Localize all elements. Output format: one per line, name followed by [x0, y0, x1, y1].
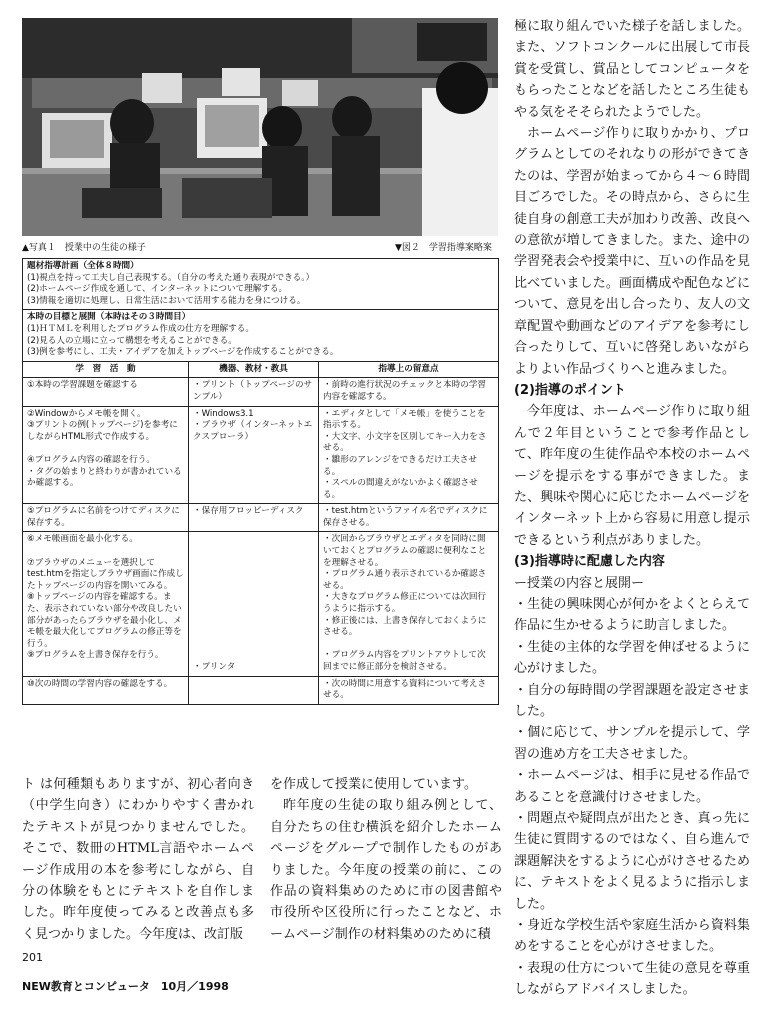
notes-cell: ・次の時間に用意する資料について考えさせる。	[319, 676, 499, 704]
plan-item: (1)視点を持って工夫し自己表現する。（自分の考えた通り表現ができる。）	[27, 272, 315, 283]
section-heading: (2)指導のポイント	[514, 382, 626, 398]
plan-section-overall	[23, 259, 499, 310]
plan-section-title: 題材指導計画（全体８時間）	[27, 261, 139, 271]
magazine-footer: NEW教育とコンピュータ 10月／1998	[22, 980, 229, 993]
notes-cell: ・test.htmというファイル名でディスクに保存させる。	[319, 504, 499, 532]
activity-cell: ⑤プログラムに名前をつけてディスクに保存する。	[23, 504, 189, 532]
list-item: ・問題点や疑問点が出たとき、真っ先に生徒に質問するのではなく、自ら進んで課題解決をするように心がけさせるために、テキストをよく見るように指示しました。	[514, 811, 750, 912]
paragraph: 今年度は、ホームページ作りに取り組んで２年目ということで参考作品として、昨年度の生徒作品や本校のホームページを提示をする事ができました。また、興味や関心に応じたホームページをインターネット上から容易に用意し提示できるという利点がありました。	[514, 404, 750, 548]
notes-cell: ・エディタとして「メモ帳」を使うことを指示する。 ・大文字、小文字を区別してキー入力をさせる。 ・雛形のアレンジをできるだけ工夫させる。 ・スペルの間違えがないかよく確認させる。	[319, 406, 499, 504]
column-header: 学 習 活 動	[23, 361, 189, 378]
plan-item: (1)ＨＴＭＬを利用したプログラム作成の仕方を理解する。	[27, 323, 254, 334]
table-row	[23, 406, 499, 504]
plan-section-title: 本時の目標と展開（本時はその３時間目）	[27, 312, 191, 323]
notes-cell: ・次回からブラウザとエディタを同時に開いておくとプログラムの確認に便利なことを理解させる。 ・プログラム通り表示されているか確認させる。 ・大きなプログラム修正については次回行うように指示する。 ・修正後には、上書き保存しておくようにさせる。 ・プログラム内容をプリントアウトして次回までに修正部分を検討させる。	[319, 532, 499, 676]
list-item: ・ホームページは、相手に見せる作品であることを意識付けさせました。	[514, 768, 750, 805]
column-header: 指導上の留意点	[319, 361, 499, 378]
lesson-plan-table	[22, 258, 498, 705]
activity-cell: ②Windowからメモ帳を開く。 ③プリントの例(トップページ)を参考にしながらHTML形式で作成する。 ④プログラム内容の確認を行う。 ・タグの始まりと終わりが書かれているか確認する。	[23, 406, 189, 504]
table-row	[23, 676, 499, 704]
list-item: ・生徒の興味関心が何かをよくとらえて作品に生かせるように助言しました。	[514, 596, 750, 634]
list-item: ・個に応じて、サンプルを提示して、学習の進め方を工夫させました。	[514, 725, 750, 762]
activity-cell: ⑥メモ帳画面を最小化する。 ⑦ブラウザのメニューを選択してtest.htmを指定しブラウザ画面に作成したトップページの内容を開いてみる。 ⑧トップページの内容を確認する。また、表示されていない部分や改良したい部分があったらブラウザを最小化し、メモ帳を最大化してプログラムの修正等を行う。 ⑨プログラムを上書き保存を行う。	[23, 532, 189, 676]
bottom-left-text	[22, 774, 254, 945]
plan-item: (2)見る人の立場に立って構想を考えることができる。	[27, 335, 237, 346]
paragraph: ト は何種類もありますが、初心者向き（中学生向き）にわかりやすく書かれたテキストが見つかりませんでした。そこで、数冊のHTML言語やホームページ作成用の本を参考にしながら、自分の体験をもとにテキストを自作しました。昨年度使ってみると改善点も多く見つかりました。今年度は、改訂版	[22, 777, 254, 942]
paragraph: ホームページ作りに取りかかり、プログラムとしてのそれなりの形ができてきたのは、学習が始まってから４〜６時間目ごろでした。その時点から、さらに生徒自身の創意工夫が加わり改善、改良への意欲が増してきました。また、途中の学習発表会や授業中に、互いの作品を見比べていました。画面構成や配色などについて、意見を出し合ったり、友人の文章配置や動画などのアイデアを参考にし合ったりして、互いに啓発しあいながらよりよい作品づくりへと進みました。	[514, 126, 750, 377]
notes-cell: ・前時の進行状況のチェックと本時の学習内容を確認する。	[319, 378, 499, 406]
materials-cell: ・プリント（トップページのサンプル）	[189, 378, 319, 406]
activity-cell: ⑩次の時間の学習内容の確認をする。	[23, 676, 189, 704]
materials-cell: ・保存用フロッピーディスク	[189, 504, 319, 532]
right-column-text	[514, 16, 750, 1001]
bottom-middle-text	[270, 774, 502, 945]
classroom-photo	[22, 18, 498, 236]
column-header: 機器、教材・教具	[189, 361, 319, 378]
materials-cell: ・プリンタ	[189, 532, 319, 676]
materials-cell	[189, 676, 319, 704]
materials-cell: ・Windows3.1 ・ブラウザ（インターネットエクスプローラ）	[189, 406, 319, 504]
photo-caption: ▲写真１ 授業中の生徒の様子	[22, 243, 146, 253]
subheading: ー授業の内容と展開ー	[514, 575, 645, 591]
figure-caption: ▼図２ 学習指導案略案	[395, 243, 492, 253]
plan-item: (3)情報を適切に処理し、日常生活において活用する能力を身につける。	[27, 295, 306, 306]
activity-cell: ①本時の学習課題を確認する	[23, 378, 189, 406]
paragraph: 極に取り組んでいた様子を話しました。また、ソフトコンクールに出展して市長賞を受賞し、賞品としてコンピュータをもらったことなどを話したところ生徒もやる気をそそられたようでした。	[514, 19, 750, 120]
paragraph: を作成して授業に使用しています。	[270, 777, 477, 792]
list-item: ・表現の仕方について生徒の意見を尊重しながらアドバイスしました。	[514, 960, 750, 998]
plan-item: (2)ホームページ作成を通して、インターネットについて理解する。	[27, 284, 288, 295]
section-heading: (3)指導時に配慮した内容	[514, 554, 665, 570]
table-row	[23, 378, 499, 406]
table-row	[23, 532, 499, 676]
plan-item: (3)例を参考にし、工夫・アイデアを加えトップページを作成することができる。	[27, 347, 339, 358]
page-number: 201	[22, 951, 43, 964]
paragraph: 昨年度の生徒の取り組み例として、自分たちの住む横浜を紹介したホームページをグループで制作したものがありました。今年度の授業の前に、この作品の資料集めのために市の図書館や市役所や区役所に行ったことなど、ホームページ制作の材料集めのために積	[270, 798, 502, 942]
list-item: ・生徒の主体的な学習を伸ばせるように心がけました。	[514, 639, 750, 677]
table-row	[23, 504, 499, 532]
list-item: ・自分の毎時間の学習課題を設定させました。	[514, 682, 750, 719]
plan-section-lesson	[23, 310, 499, 361]
list-item: ・身近な学校生活や家庭生活から資料集めをすることを心がけさせました。	[514, 918, 750, 955]
classroom-photo-illustration	[22, 18, 498, 236]
